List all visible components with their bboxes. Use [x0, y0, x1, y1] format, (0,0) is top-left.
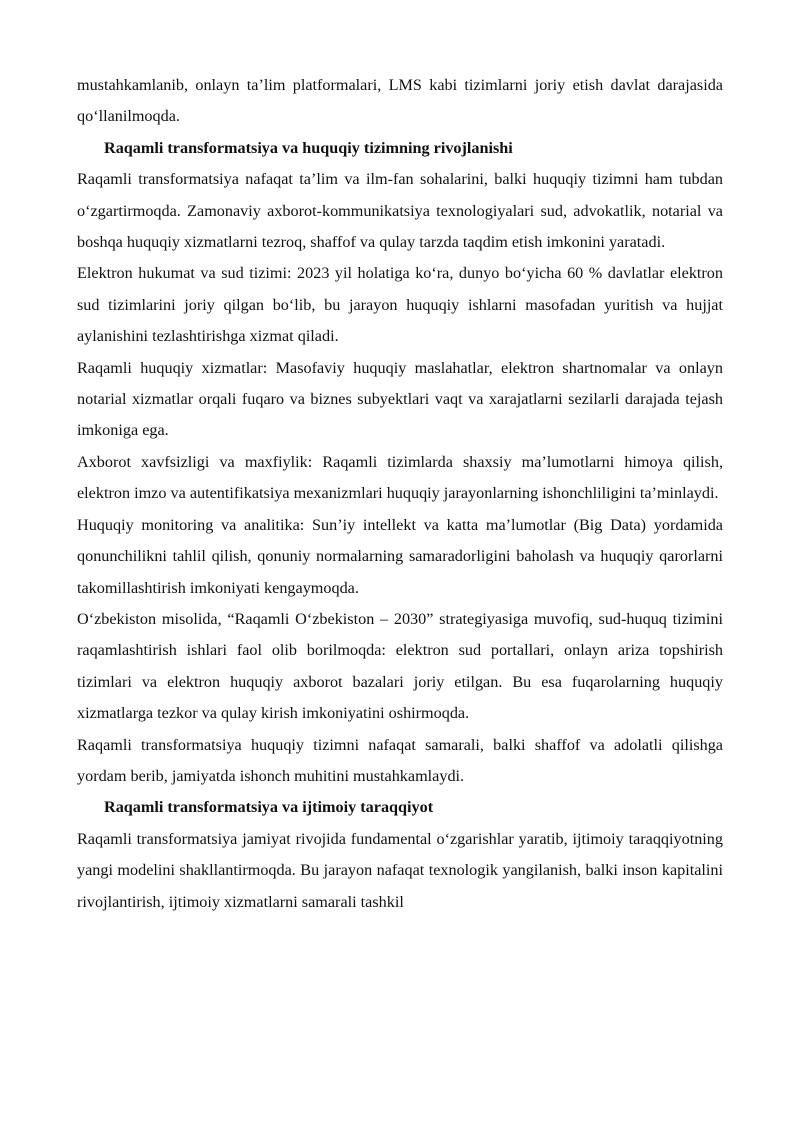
paragraph-digital-legal-services: Raqamli huquqiy xizmatlar: Masofaviy huquqiy maslahatlar, elektron shartnomalar va onlayn notarial xizmatlar orqali fuqaro va biznes subyektlari vaqt va xarajatlarni sezilarli darajada tejash imkoniga ega.: [77, 358, 723, 440]
paragraph-legal-conclusion: Raqamli transformatsiya huquqiy tizimni nafaqat samarali, balki shaffof va adolatli qilishga yordam berib, jamiyatda ishonch muhitini mustahkamlaydi.: [77, 735, 723, 785]
paragraph-social-intro: Raqamli transformatsiya jamiyat rivojida fundamental o‘zgarishlar yaratib, ijtimoiy taraqqiyotning yangi modelini shakllantirmoqda. Bu jarayon nafaqat texnologik yangilanish, balki inson kapitalini rivojlantirish, ijtimoiy xizmatlarni samarali tashkil: [77, 829, 723, 911]
paragraph-information-security: Axborot xavfsizligi va maxfiylik: Raqamli tizimlarda shaxsiy ma’lumotlarni himoya qilish, elektron imzo va autentifikatsiya mexanizmlari huquqiy jarayonlarning ishonchliligini ta’minlaydi.: [77, 452, 723, 503]
paragraph-uzbekistan-example: O‘zbekiston misolida, “Raqamli O‘zbekiston – 2030” strategiyasiga muvofiq, sud-huquq tizimini raqamlashtirish ishlari faol olib borilmoqda: elektron sud portallari, onlayn ariza topshirish tizimlari va elektron huquqiy axborot bazalari joriy etilgan. Bu esa fuqarolarning huquqiy xizmatlarga tezkor va qulay kirish imkoniyatini oshirmoqda.: [77, 609, 723, 723]
document-page: [77, 70, 723, 918]
paragraph-legal-intro: Raqamli transformatsiya nafaqat ta’lim va ilm-fan sohalarini, balki huquqiy tizimni ham tubdan o‘zgartirmoqda. Zamonaviy axborot-kommunikatsiya texnologiyalari sud, advokatlik, notarial va boshqa huquqiy xizmatlarni tezroq, shaffof va qulay tarzda taqdim etish imkonini yaratadi.: [77, 170, 723, 252]
paragraph-continuation: mustahkamlanib, onlayn ta’lim platformalari, LMS kabi tizimlarni joriy etish davlat darajasida qo‘llanilmoqda.: [77, 76, 723, 126]
paragraph-legal-monitoring: Huquqiy monitoring va analitika: Sun’iy intellekt va katta ma’lumotlar (Big Data) yordamida qonunchilikni tahlil qilish, qonuniy normalarning samaradorligini baholash va huquqiy qarorlarni takomillashtirish imkoniyati kengaymoqda.: [77, 515, 723, 597]
section-heading-legal-system: Raqamli transformatsiya va huquqiy tizimning rivojlanishi: [104, 138, 513, 157]
section-heading-social-progress: Raqamli transformatsiya va ijtimoiy taraqqiyot: [104, 798, 434, 817]
paragraph-e-government: Elektron hukumat va sud tizimi: 2023 yil holatiga ko‘ra, dunyo bo‘yicha 60 % davlatlar elektron sud tizimlarini joriy qilgan bo‘lib, bu jarayon huquqiy ishlarni masofadan yuritish va hujjat aylanishini tezlashtirishga xizmat qiladi.: [77, 264, 723, 346]
